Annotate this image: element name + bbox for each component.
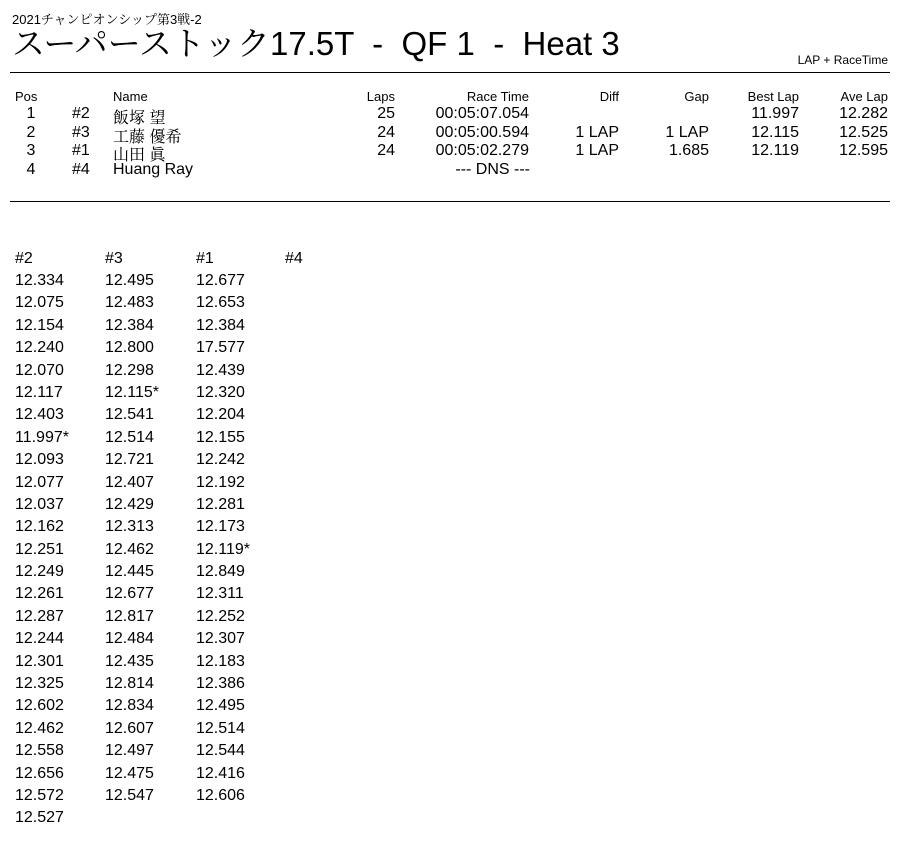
row-car-number: #2 — [72, 105, 90, 122]
row-race-time: 00:05:02.279 — [435, 142, 529, 159]
lap-time-cell: 12.301 — [15, 652, 64, 670]
row-race-time: 00:05:07.054 — [435, 105, 529, 122]
col-ave-lap: Ave Lap — [840, 89, 888, 104]
col-name: Name — [113, 89, 148, 104]
lap-time-cell: 12.439 — [196, 361, 245, 379]
lap-time-cell: 12.484 — [105, 630, 154, 648]
lap-time-cell: 12.249 — [15, 563, 64, 581]
row-pos: 4 — [26, 160, 36, 178]
lap-time-cell: 12.311 — [196, 585, 244, 603]
row-gap: 1.685 — [668, 142, 709, 159]
lap-time-cell: 12.251 — [15, 540, 64, 558]
row-gap: 1 LAP — [665, 123, 709, 141]
lap-time-cell: 12.242 — [196, 451, 245, 469]
lap-time-cell: 12.119* — [196, 540, 250, 558]
lap-time-cell: 12.677 — [105, 585, 154, 603]
lap-time-cell: 12.497 — [105, 742, 154, 760]
row-pos: 2 — [26, 123, 36, 141]
lap-time-cell: 12.244 — [15, 630, 64, 648]
lap-time-cell: 12.037 — [15, 495, 64, 513]
lap-time-cell: 12.162 — [15, 518, 64, 536]
row-driver-name: 山田 眞 — [113, 147, 166, 164]
lap-time-cell: 12.183 — [196, 652, 245, 670]
lap-time-cell: 12.320 — [196, 383, 245, 401]
row-best-lap: 12.115 — [751, 123, 799, 141]
lap-column-header: #3 — [105, 250, 123, 267]
row-pos: 1 — [26, 105, 36, 122]
lap-time-cell: 12.429 — [105, 495, 154, 513]
row-ave-lap: 12.525 — [839, 123, 888, 141]
table-row — [0, 105, 900, 127]
lap-time-cell: 12.307 — [196, 630, 245, 648]
lap-time-cell: 12.192 — [196, 473, 245, 491]
lap-time-cell: 12.721 — [105, 451, 154, 469]
lap-time-cell: 12.252 — [196, 607, 245, 625]
lap-time-cell: 12.495 — [196, 697, 245, 715]
bottom-divider — [10, 201, 890, 202]
lap-time-cell: 17.577 — [196, 339, 245, 357]
lap-time-cell: 11.997* — [15, 428, 69, 446]
lap-time-cell: 12.834 — [105, 697, 154, 715]
row-car-number: #1 — [72, 142, 90, 159]
row-best-lap: 11.997 — [751, 105, 799, 122]
event-subtitle: 2021チャンピオンシップ第3戦-2 — [12, 12, 202, 27]
lap-time-cell: 12.656 — [15, 764, 64, 782]
lap-time-cell: 12.475 — [105, 764, 154, 782]
col-diff: Diff — [599, 89, 619, 104]
row-pos: 3 — [26, 142, 36, 159]
timing-mode: LAP + RaceTime — [797, 53, 888, 67]
lap-time-cell: 12.514 — [196, 719, 245, 737]
row-diff: 1 LAP — [575, 123, 619, 141]
col-gap: Gap — [684, 89, 709, 104]
lap-column-header: #4 — [285, 250, 303, 267]
lap-time-cell: 12.115* — [105, 383, 159, 401]
lap-time-cell: 12.607 — [105, 719, 154, 737]
row-diff: 1 LAP — [575, 142, 619, 159]
lap-time-cell: 12.445 — [105, 563, 154, 581]
table-row — [0, 142, 900, 164]
results-table — [0, 89, 900, 179]
lap-time-cell: 12.093 — [15, 451, 64, 469]
lap-time-cell: 12.155 — [196, 428, 245, 446]
col-best-lap: Best Lap — [747, 89, 799, 104]
lap-time-cell: 12.407 — [105, 473, 154, 491]
row-car-number: #4 — [72, 160, 90, 178]
lap-column-car-2 — [15, 248, 105, 830]
lap-column-car-3 — [105, 248, 195, 807]
lap-time-cell: 12.435 — [105, 652, 154, 670]
lap-column-car-4 — [285, 248, 375, 270]
lap-time-cell: 12.173 — [196, 518, 245, 536]
lap-time-cell: 12.154 — [15, 316, 64, 334]
row-race-time: --- DNS --- — [455, 160, 530, 178]
lap-time-cell: 12.403 — [15, 406, 64, 424]
lap-time-cell: 12.281 — [196, 495, 245, 513]
lap-time-cell: 12.298 — [105, 361, 154, 379]
col-race-time: Race Time — [466, 89, 529, 104]
lap-time-cell: 12.261 — [15, 585, 64, 603]
lap-time-cell: 12.240 — [15, 339, 64, 357]
lap-time-cell: 12.653 — [196, 294, 245, 312]
row-driver-name: 飯塚 望 — [113, 110, 166, 127]
table-row — [0, 161, 900, 180]
lap-time-cell: 12.483 — [105, 294, 154, 312]
results-header — [0, 89, 900, 105]
lap-time-cell: 12.602 — [15, 697, 64, 715]
row-laps: 24 — [377, 123, 395, 141]
lap-time-cell: 12.416 — [196, 764, 245, 782]
lap-column-header: #1 — [196, 250, 214, 267]
lap-time-cell: 12.814 — [105, 675, 154, 693]
lap-time-cell: 12.572 — [15, 786, 64, 804]
row-ave-lap: 12.595 — [839, 142, 888, 159]
lap-time-cell: 12.313 — [105, 518, 154, 536]
table-row — [0, 123, 900, 146]
race-title: スーパーストック17.5T - QF 1 - Heat 3 — [12, 25, 620, 62]
lap-time-cell: 12.077 — [15, 473, 64, 491]
lap-time-cell: 12.849 — [196, 563, 245, 581]
lap-time-cell: 12.386 — [196, 675, 245, 693]
row-laps: 25 — [377, 105, 395, 122]
lap-time-cell: 12.514 — [105, 428, 154, 446]
lap-time-cell: 12.325 — [15, 675, 64, 693]
lap-time-cell: 12.558 — [15, 742, 64, 760]
lap-time-cell: 12.495 — [105, 272, 154, 289]
row-race-time: 00:05:00.594 — [435, 123, 529, 141]
top-divider — [10, 72, 890, 73]
row-ave-lap: 12.282 — [839, 105, 888, 122]
lap-time-cell: 12.544 — [196, 742, 245, 760]
lap-time-cell: 12.070 — [15, 361, 64, 379]
col-pos: Pos — [15, 89, 38, 104]
row-driver-name: 工藤 優希 — [113, 128, 182, 146]
row-laps: 24 — [377, 142, 395, 159]
lap-time-cell: 12.204 — [196, 406, 245, 424]
lap-time-cell: 12.462 — [15, 719, 64, 737]
lap-time-cell: 12.547 — [105, 786, 154, 804]
lap-time-cell: 12.334 — [15, 272, 64, 289]
lap-time-cell: 12.541 — [105, 406, 154, 424]
lap-time-cell: 12.677 — [196, 272, 245, 289]
lap-time-cell: 12.606 — [196, 786, 245, 804]
lap-time-cell: 12.117 — [15, 383, 63, 401]
lap-time-cell: 12.527 — [15, 809, 64, 827]
row-car-number: #3 — [72, 123, 90, 141]
lap-time-cell: 12.384 — [196, 316, 245, 334]
lap-time-cell: 12.800 — [105, 339, 154, 357]
lap-column-car-1 — [196, 248, 286, 807]
lap-time-cell: 12.075 — [15, 294, 64, 312]
row-best-lap: 12.119 — [751, 142, 799, 159]
row-driver-name: Huang Ray — [113, 160, 194, 178]
lap-time-cell: 12.287 — [15, 607, 64, 625]
lap-time-cell: 12.384 — [105, 316, 154, 334]
lap-time-cell: 12.462 — [105, 540, 154, 558]
lap-column-header: #2 — [15, 250, 33, 267]
col-laps: Laps — [366, 89, 395, 104]
lap-time-cell: 12.817 — [105, 607, 154, 625]
